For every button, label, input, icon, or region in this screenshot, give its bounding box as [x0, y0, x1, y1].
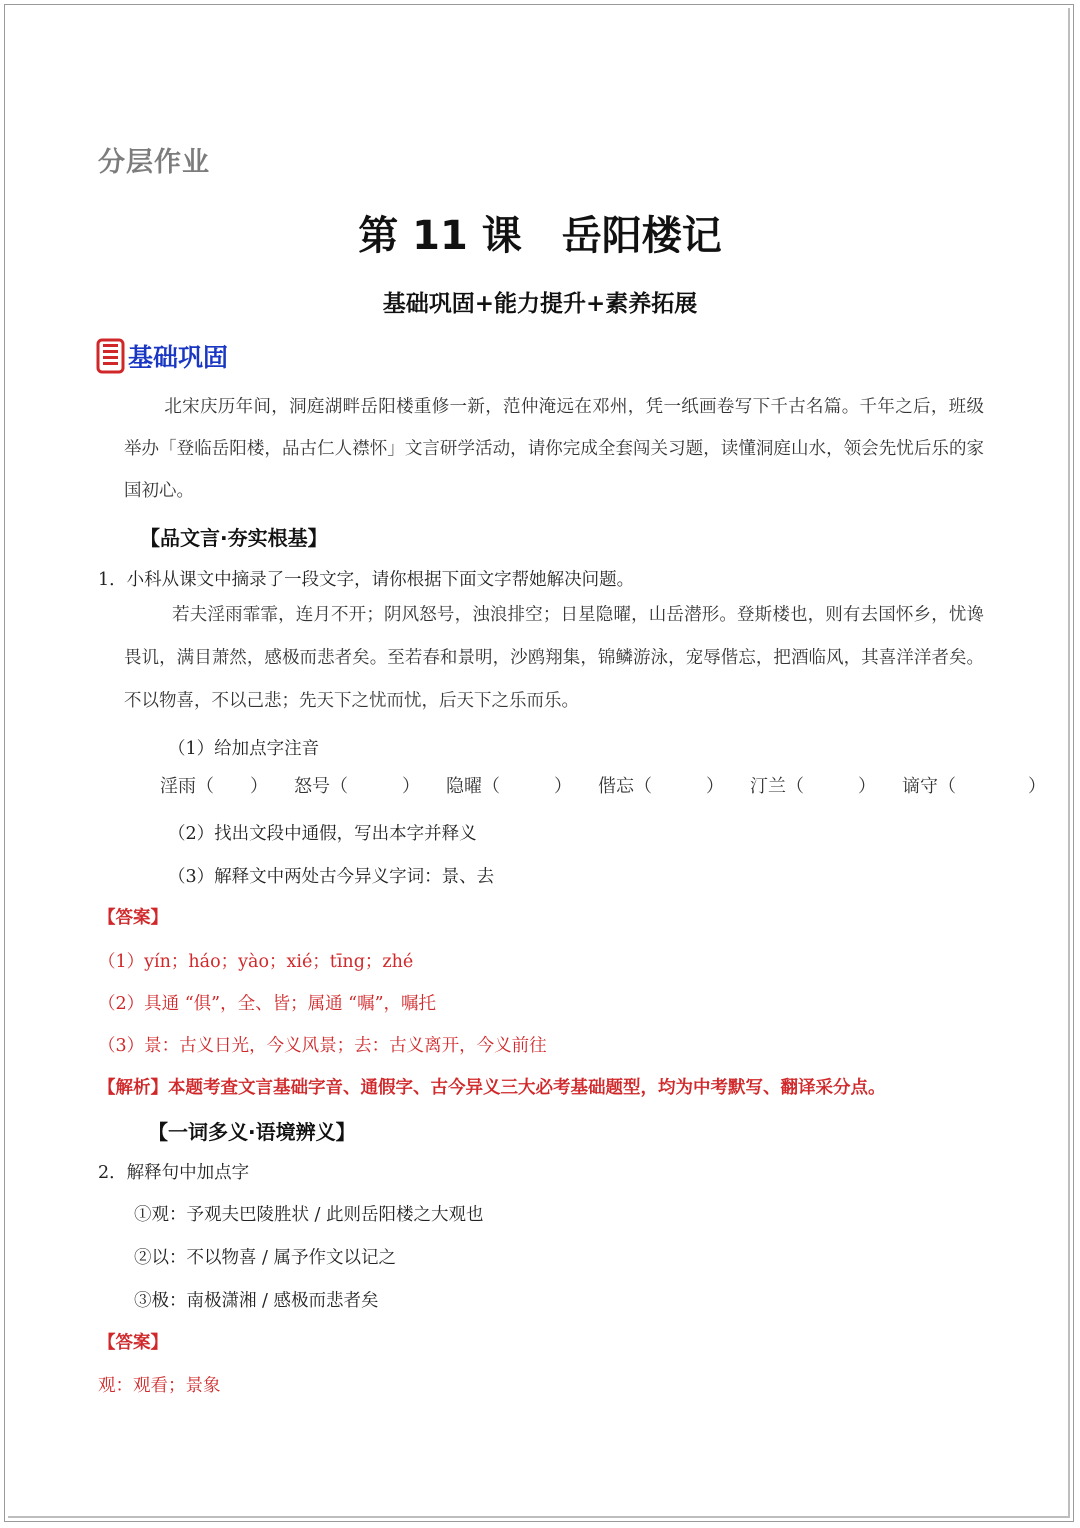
block2-heading: 【一词多义·语境辨义】: [148, 1120, 356, 1144]
section-title: 基础巩固: [128, 343, 229, 372]
polysemy-item: ③极：南极潇湘 / 感极而悲者矣: [134, 1291, 379, 1311]
answer-polysemy: 观：观看；景象: [98, 1376, 221, 1396]
section-heading: [96, 338, 228, 374]
sub-question-3: （3）解释文中两处古今异义字词：景、去: [168, 867, 495, 887]
pinyin-blanks-row: [160, 772, 1072, 798]
answer-3: （3）景：古义日光，今义风景；去：古义离开，今义前往: [98, 1036, 547, 1056]
answer-label: 【答案】: [98, 908, 168, 928]
pinyin-item: 淫雨（ ）: [160, 776, 268, 797]
polysemy-item: ①观：予观夫巴陵胜状 / 此则岳阳楼之大观也: [134, 1205, 484, 1225]
document-list-icon: [96, 338, 126, 374]
question-2: 2．解释句中加点字: [98, 1163, 250, 1183]
answer-1: （1）yín；háo；yào；xié；tīng；zhé: [98, 952, 414, 972]
intro-paragraph: 北宋庆历年间，洞庭湖畔岳阳楼重修一新，范仲淹远在邓州，凭一纸画卷写下千古名篇。千年之后，班级举办「登临岳阳楼，品古仁人襟怀」文言研学活动，请你完成全套闯关习题，读懂洞庭山水，领会先忧后乐的家国初心。: [124, 397, 984, 501]
polysemy-item: ②以：不以物喜 / 属予作文以记之: [134, 1248, 397, 1268]
question-1: 1．小科从课文中摘录了一段文字，请你根据下面文字帮她解决问题。: [98, 570, 635, 590]
answer-2: （2）具通 “俱”，全、皆；属通 “嘱”，嘱托: [98, 994, 437, 1014]
pinyin-item: 汀兰（ ）: [750, 776, 876, 797]
pinyin-item: 谪守（ ）: [902, 776, 1046, 797]
page-subtitle: 基础巩固+能力提升+素养拓展: [382, 290, 698, 317]
sub-question-1: （1）给加点字注音: [168, 739, 320, 759]
analysis-text: 【解析】本题考查文言基础字音、通假字、古今异义三大必考基础题型，均为中考默写、翻译采分点。: [98, 1078, 886, 1098]
header-label: 分层作业: [98, 147, 210, 178]
lesson-number: 第 11 课: [358, 213, 522, 259]
sub-question-2: （2）找出文段中通假，写出本字并释义: [168, 824, 477, 844]
pinyin-item: 隐曜（ ）: [446, 776, 572, 797]
classical-passage: 若夫淫雨霏霏，连月不开；阴风怒号，浊浪排空；日星隐曜，山岳潜形。登斯楼也，则有去国怀乡，忧谗畏讥，满目萧然，感极而悲者矣。至若春和景明，沙鸥翔集，锦鳞游泳，宠辱偕忘，把酒临风，其喜洋洋者矣。不以物喜，不以己悲；先天下之忧而忧，后天下之乐而乐。: [124, 605, 984, 711]
block1-heading: 【品文言·夯实根基】: [140, 526, 328, 550]
pinyin-item: 怒号（ ）: [294, 776, 420, 797]
answer-label: 【答案】: [98, 1333, 168, 1353]
page-title: [0, 204, 1080, 261]
pinyin-item: 偕忘（ ）: [598, 776, 724, 797]
lesson-title: 岳阳楼记: [561, 213, 722, 259]
